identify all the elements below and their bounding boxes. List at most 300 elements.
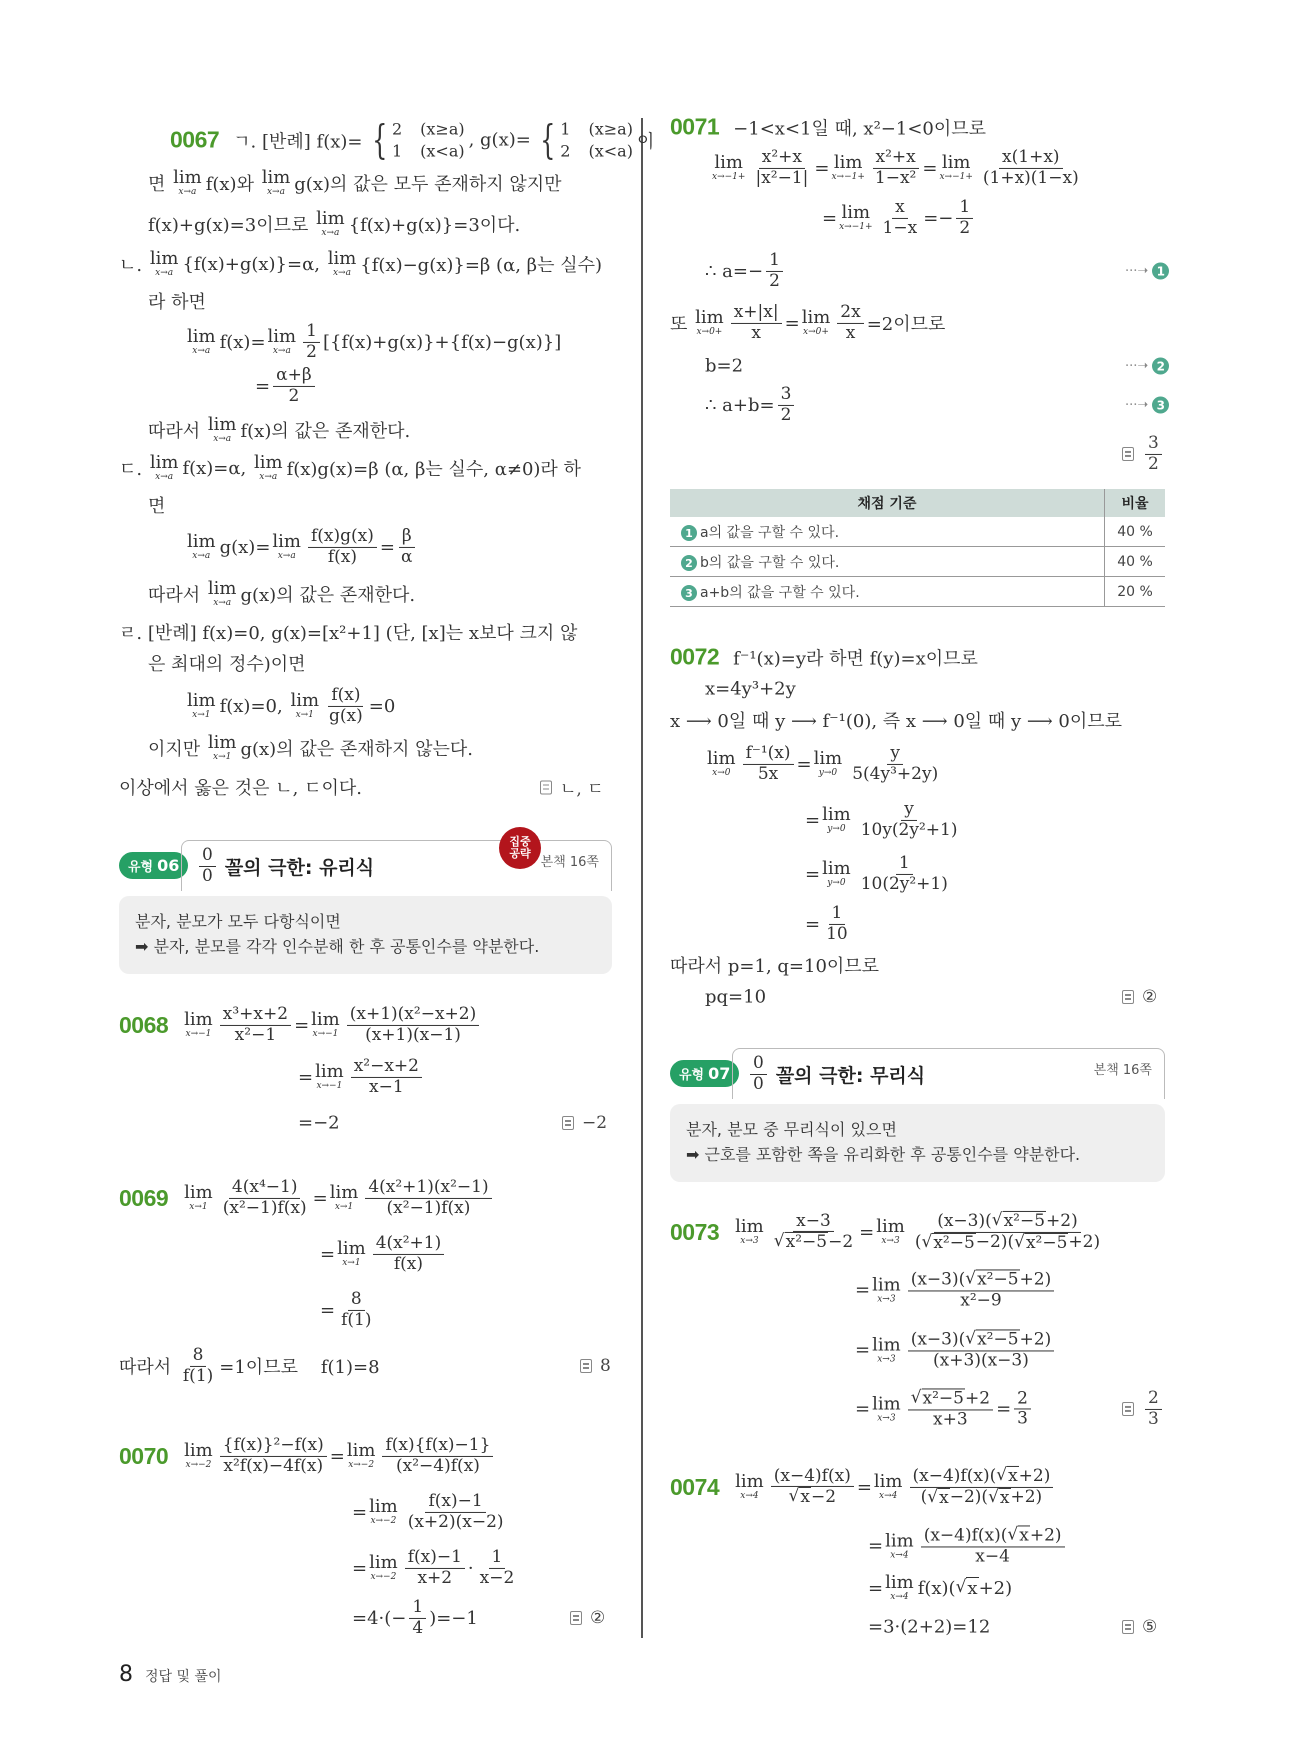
numerator [908,1388,993,1410]
problem-number: 0067 [170,126,220,153]
math-line [185,686,395,726]
math-text: 10(2y²+1) [860,873,948,894]
lim-subscript: x→−2 [185,1460,212,1470]
math-line [705,251,786,291]
piecewise [535,118,633,161]
numerator [229,1178,301,1199]
math-text: = [298,1066,314,1088]
case-cell: 2 [560,141,571,160]
math-line [148,492,165,518]
denominator [843,324,859,344]
math-text: (x−3)( [910,1328,966,1349]
math-text: = [379,536,395,558]
answer-icon [1122,990,1134,1004]
math-text: (x−4)f(x) [773,1465,851,1486]
lim-label: lim [735,1471,764,1492]
limit [328,250,357,278]
numerator [220,1436,327,1457]
math-text: 1 [491,1546,503,1567]
math-text: f⁻¹(x)=y라 하면 f(y)=x이므로 [733,648,978,669]
lim-label: lim [207,732,237,753]
math-line [185,322,561,362]
limit [150,250,179,278]
math-text: 2 [288,385,300,406]
math-text: (x+1)(x−1) [365,1024,461,1045]
math-line [670,707,1122,733]
criterion: a+b의 값을 구할 수 있다. [700,584,860,601]
square-root [921,1233,975,1254]
numerator [425,1492,485,1513]
denominator: 0 [202,865,213,886]
limit [337,1240,366,1268]
math-text: +2) [978,1577,1013,1599]
math-text: = [855,1398,871,1420]
math-line [148,210,520,238]
numerator [896,854,913,875]
limit [262,169,291,197]
lim-subscript: x→a [213,434,232,444]
badge-number: 07 [708,1064,731,1083]
lim-subscript: x→a [192,551,211,561]
math-line [670,1466,1056,1508]
fraction [273,366,315,406]
numerator [793,1211,834,1232]
denominator [849,765,941,785]
lim-subscript: x→1 [192,710,211,720]
fraction [382,1436,493,1476]
limit [208,734,237,762]
math-text: 이상에서 옳은 것은 ㄴ, ㄷ이다. [119,778,362,799]
math-text: f(1) [182,1365,214,1386]
math-text: 5x [757,763,779,784]
math-line [119,1436,496,1476]
limit [885,1574,914,1602]
math-text: 따라서 [148,421,206,442]
brace: { [371,117,387,163]
math-text: 이 [636,131,655,152]
math-text: x+3 [933,1409,968,1429]
math-text: 따라서 [148,585,206,606]
math-line [185,527,418,567]
math-text: f(x) [393,1253,424,1274]
math-text: (x−3)( [937,1210,992,1231]
step-number-icon: 3 [1152,397,1169,414]
lim-label: lim [872,1393,901,1414]
case-rows [392,118,465,161]
math-text: {f(x)−g(x)}=β (α, β는 실수) [360,255,602,276]
square-root [927,1488,949,1509]
math-text: 2 [1017,1387,1028,1408]
math-text: (x−4)f(x)( [912,1465,997,1486]
numerator [910,1466,1054,1488]
denominator [918,1488,1046,1509]
math-text: = [868,1577,884,1599]
math-text: 1 [898,852,910,873]
lim-subscript: x→3 [877,1354,896,1364]
lim-label: lim [272,531,301,552]
limit [695,309,724,337]
badge-prefix: 유형 [679,1068,705,1083]
math-text: 4(x²+1) [375,1232,442,1253]
math-text: = [996,1398,1012,1420]
math-text: f(x)의 값은 존재한다. [240,421,411,442]
lim-label: lim [346,1440,376,1461]
lim-label: lim [801,307,831,328]
radicand: x²−5 [977,1329,1019,1350]
math-text: = [859,1221,875,1243]
lim-label: lim [337,1238,366,1259]
answer-value: ② [590,1608,606,1628]
fraction [405,1492,507,1532]
lim-label: lim [885,1572,914,1593]
math-text: 2 [959,217,971,238]
numerator [873,148,919,169]
math-line [320,1290,377,1330]
math-line [119,619,577,645]
lim-subscript: x→a [277,551,296,561]
denominator [326,707,366,727]
lim-label: lim [369,1552,398,1573]
denominator [220,1199,310,1219]
math-text: 1 [769,249,780,270]
tip-line: ➡ 근호를 포함한 쪽을 유리화한 후 공통인수를 약분한다. [686,1144,1081,1164]
limit [839,204,872,232]
header-criterion: 채점 기준 [670,489,1105,517]
numerator [190,1346,207,1367]
sticker-line: 집중 [509,834,531,848]
page-footer [119,1662,222,1687]
limit [369,1554,398,1582]
lim-subscript: x→−1 [316,1081,343,1091]
denominator [858,821,961,841]
numerator [759,148,805,169]
math-text: g(x)의 값은 모두 존재하지 않지만 [294,174,562,195]
lim-label: lim [735,1216,764,1237]
radical-sign: √ [965,1328,977,1349]
math-text: x−1 [369,1076,404,1097]
fraction [743,744,794,784]
math-text: pq=10 [705,986,767,1008]
math-text: g(x)의 값은 존재하지 않는다. [240,739,473,760]
lim-subscript: x→−2 [348,1460,375,1470]
math-text: f(x)g(x)=β (α, β는 실수, α≠0)라 하 [286,459,581,480]
lim-label: lim [841,202,871,223]
case-cell: (x<a) [420,141,465,160]
math-text: = [814,157,830,179]
math-text: x−2 [479,1567,515,1588]
math-text: ㄷ. [119,459,148,480]
answer [562,1113,607,1133]
lim-label: lim [261,167,291,188]
math-line [148,288,206,314]
step-number-icon: 1 [1152,263,1169,280]
math-text: = [329,1445,345,1467]
lim-label: lim [707,748,736,769]
math-text: 3 [780,383,792,404]
math-line [255,366,318,406]
numerator [731,303,782,324]
lim-label: lim [369,1496,398,1517]
denominator [393,1457,483,1477]
column-divider [641,118,643,1638]
math-text: = [352,1501,368,1523]
denominator [972,1547,1013,1567]
math-text: (1+x)(1−x) [982,167,1079,188]
math-text: 면 [148,496,166,517]
fraction [771,1466,854,1507]
answer [1122,987,1157,1007]
math-text: 10 [826,923,848,944]
math-line [855,1269,1057,1310]
lim-label: lim [714,152,744,173]
step-marker-icon: 2 [681,555,697,571]
math-text: = [320,1299,336,1321]
lim-label: lim [316,208,345,229]
table-header-row [670,489,1165,517]
fraction [1145,434,1162,474]
limit [290,692,319,720]
math-text: β [401,525,412,546]
limit [831,154,864,182]
answer-icon [562,1116,574,1130]
lim-subscript: x→a [266,187,285,197]
math-text: = [255,375,271,397]
numerator [829,904,846,925]
limit [184,1011,213,1039]
lim-subscript: x→0+ [696,327,723,337]
math-line [119,1346,380,1386]
limit [268,328,297,356]
limit [872,1276,901,1304]
math-text: x+|x| [733,301,779,322]
denominator [232,1026,279,1046]
answer-icon [1122,1620,1134,1634]
fraction [766,251,783,291]
fraction [910,1466,1054,1508]
lim-label: lim [876,1216,905,1237]
limit [187,328,216,356]
limit [208,580,237,608]
square-root [965,1269,1019,1290]
problem-number: 0072 [670,643,720,670]
lim-subscript: x→a [192,346,211,356]
lim-subscript: x→a [272,346,291,356]
math-text: = [805,913,821,935]
math-text: (x+1)(x²−x+2) [349,1003,477,1024]
case-cell: (x≥a) [420,119,465,139]
math-text: b=2 [705,355,744,377]
fraction [303,322,320,362]
radicand: x [800,1487,810,1507]
case-row [560,118,633,140]
math-text: [{f(x)+g(x)}+{f(x)−g(x)}] [322,331,562,353]
answer [540,775,604,800]
lim-subscript: x→0+ [803,327,829,337]
limit [184,1442,213,1470]
lim-label: lim [184,1009,213,1030]
focus-sticker [499,827,541,869]
table-row [670,577,1165,607]
radicand: x²−5 [922,1388,964,1409]
lim-subscript: x→a [155,472,174,482]
lim-label: lim [207,414,237,435]
lim-label: lim [184,1182,213,1203]
limit [272,533,301,561]
answer [1122,434,1165,474]
section-header-type07 [670,1048,1165,1104]
tip-box-type07 [670,1104,1165,1182]
lim-label: lim [315,1061,344,1082]
numerator [1014,1389,1031,1410]
numerator [901,800,917,821]
math-text: x²+x [761,146,803,167]
square-root [996,1466,1018,1487]
lim-subscript: x→4 [879,1491,898,1501]
math-text: (x+2)(x−2) [407,1511,504,1532]
math-text: ㄹ. [반례] f(x)=0, g(x)=[x²+1] (단, [x]는 x보다 크지 않 [119,623,578,644]
answer [570,1608,605,1628]
denominator [303,343,320,363]
lim-label: lim [885,1530,914,1551]
section-title: 꼴의 극한: 유리식 [224,856,375,879]
lim-label: lim [822,858,851,879]
radical-sign: √ [788,1486,800,1506]
math-line [805,854,954,894]
limit [315,1063,344,1091]
section-header-type06 [119,834,612,896]
square-root [965,1329,1019,1350]
numerator [778,385,795,406]
type-badge [670,1060,739,1087]
limit [822,806,851,834]
math-line [710,148,1085,188]
math-text: f(x)g(x) [311,525,374,546]
radicand: x²−5 [933,1232,975,1253]
math-text: =2이므로 [866,314,946,335]
title-fraction [750,1054,767,1094]
math-text: 2 [780,404,792,425]
lim-subscript: x→1 [213,752,232,762]
square-root [774,1232,828,1253]
math-text: x²f(x)−4f(x) [223,1455,324,1476]
lim-label: lim [207,578,237,599]
numerator [999,148,1063,169]
lim-label: lim [329,1182,359,1203]
math-text: {f(x)+g(x)}=α, [182,253,326,275]
math-text: = [856,1476,872,1498]
math-line [119,1005,482,1045]
limit [735,1473,764,1501]
denominator [752,169,811,189]
denominator [1014,1410,1031,1430]
square-root [1014,1233,1068,1254]
numerator [1145,434,1162,455]
math-text: (x²−1)f(x) [222,1197,307,1218]
math-line [148,169,562,197]
step-marker-icon: 1 [681,525,697,541]
numerator [348,1290,365,1311]
math-text: = [312,1187,328,1209]
fraction [477,1548,518,1588]
math-text: ∴ a+b= [705,394,775,416]
criterion: a의 값을 구할 수 있다. [700,524,840,541]
math-text: f(x)−1 [407,1546,462,1567]
limit [150,454,179,482]
step-marker [1125,263,1169,280]
denominator [786,1487,840,1508]
numerator [351,1057,422,1078]
numerator [908,1269,1055,1291]
fraction [778,385,795,425]
fraction [405,1548,465,1588]
math-text: y [904,798,914,819]
math-text: = [352,1557,368,1579]
fraction [308,527,377,567]
math-line [320,1234,447,1274]
lim-subscript: x→3 [877,1294,896,1304]
math-line [855,1329,1057,1370]
numerator [405,1548,465,1569]
math-text: 2 [1148,453,1159,474]
square-root [992,1211,1046,1232]
math-text: f(x)( [917,1577,956,1599]
denominator [325,548,360,568]
radical-sign: √ [927,1486,939,1507]
ratio: 40 % [1105,547,1166,577]
lim-subscript: x→a [155,268,174,278]
radicand: x²−5 [1003,1210,1046,1231]
fraction [220,1005,291,1045]
math-text: ∴ a=− [705,260,764,282]
limit [208,416,237,444]
case-rows [560,118,633,161]
math-text: 8 [350,1288,362,1309]
numerator [220,1005,291,1026]
square-root [988,1488,1010,1509]
math-line [822,198,976,238]
math-text: 1 [412,1596,424,1617]
answer-value: −2 [582,1113,608,1133]
math-text: x−3 [796,1210,831,1231]
lim-label: lim [173,167,202,188]
case-row [560,140,633,162]
step-number-icon: 2 [1152,358,1169,375]
step-marker [1125,397,1169,414]
denominator [384,1199,474,1219]
answer [1122,1389,1165,1429]
limit [184,1184,213,1212]
fraction [908,1329,1055,1370]
denominator [180,1367,216,1387]
ratio: 20 % [1105,577,1166,607]
denominator [398,548,415,568]
lim-label: lim [187,690,216,711]
denominator [912,1233,1103,1254]
math-text: (x²−1)f(x) [386,1197,471,1218]
lim-subscript: x→4 [890,1592,909,1602]
math-text: +2) [1019,1328,1052,1349]
lim-subscript: x→−2 [370,1516,397,1526]
fraction [351,1057,422,1097]
fraction [980,148,1082,188]
math-text: 또 [670,314,694,335]
fraction [365,1178,491,1218]
denominator [409,1619,426,1639]
math-text: 3 [1017,1408,1028,1429]
problem-number: 0068 [119,1011,169,1038]
denominator [956,219,973,239]
radical-sign: √ [1007,1524,1019,1545]
